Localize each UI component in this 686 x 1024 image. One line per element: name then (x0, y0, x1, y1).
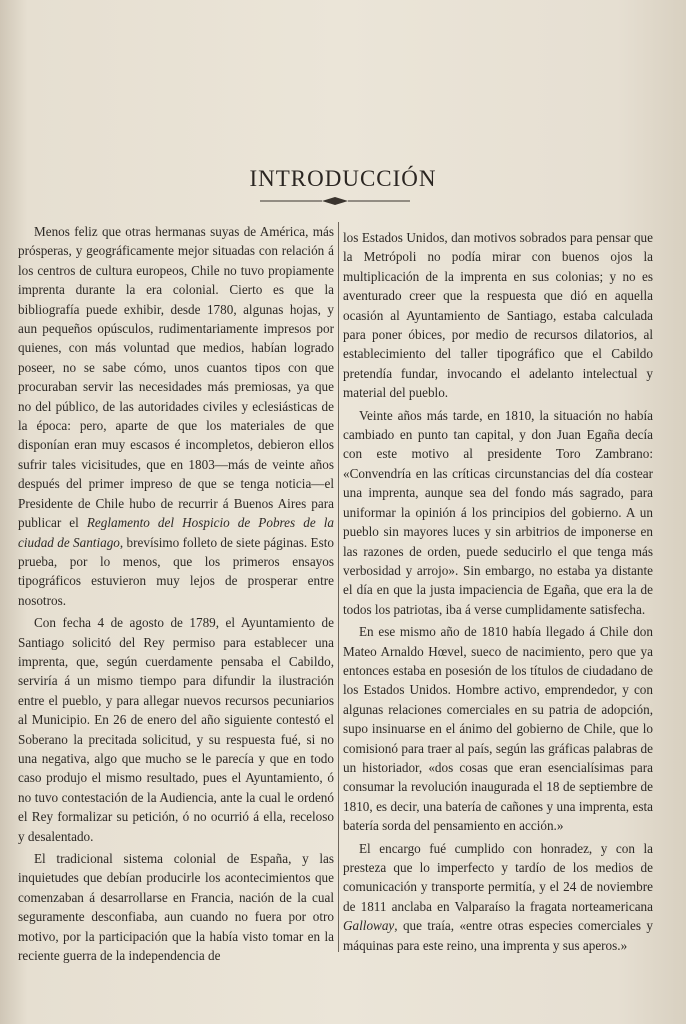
paragraph-text: Menos feliz que otras hermanas suyas de América, más prósperas, y geográficamente mejor situadas con relación á los centros de cultura europeos, Chile no tuvo propiamente imprenta durante la era colonial. Cierto es que la bibliografía puede exhibir, desde 1780, algunas hojas, y aun pequeños opúsculos, rudimentariamente impresos por quienes, con más voluntad que medios, habían logrado poseer, no se sabe cómo, unos cuantos tipos con que procuraban servir las necesidades más premiosas, ya que no del público, de las autoridades civiles y eclesiásticas de la época: pero, aparte de que los materiales de que disponían eran muy escasos é incompletos, debieron ellos sufrir tales vicisitudes, que en 1803—más de veinte años después del primer impreso de que se tenga noticia—el Presidente de Chile hubo de recurrir á Buenos Aires para publicar el (18, 224, 334, 531)
column-divider (338, 222, 339, 952)
text-column-left (18, 222, 334, 965)
paragraph: El tradicional sistema colonial de España, y las inquietudes que debían producirle los acontecimientos que comenzaban á desarrollarse en Francia, nación de la cual seguramente desconfiaba, aun cuando no fuera por otro motivo, por la participación que la había visto tomar en la reciente guerra de la independencia de (18, 851, 334, 964)
paragraph: los Estados Unidos, dan motivos sobrados para pensar que la Metrópoli no podía mirar con buenos ojos la multiplicación de la imprenta en sus colonias; y no es aventurado creer que la respuesta que dió en aquella ocasión al Ayuntamiento de Santiago, estaba calculada para poner óbices, por medio de recursos dilatorios, al establecimiento del taller tipográfico que el Cabildo pretendía fundar, invocando el adelanto intelectual y material del pueblo. (343, 230, 653, 401)
text-column-right (343, 228, 653, 955)
paragraph-text: El encargo fué cumplido con honradez, y con la presteza que lo imperfecto y tardío de los medios de comunicación y transporte permitía, y el 24 de noviembre de 1811 anclaba en Valparaíso la fragata norteamericana (343, 840, 653, 914)
paragraph: En ese mismo año de 1810 había llegado á Chile don Mateo Arnaldo Hœvel, sueco de nacimiento, pero que ya entonces estaba en posesión de los títulos de ciudadano de los Estados Unidos. Hombre activo, emprendedor, y con algunas relaciones comerciales en su patria de adopción, supo insinuarse en el ánimo del gobierno de Chile, que lo comisionó para traer al país, según las gráficas palabras de un historiador, «dos cosas que eran esencialísimas para consumar la revolución inaugurada el 18 de septiembre de 1810, es decir, una batería de cañones y una imprenta, esta batería sorda del pensamiento en acción.» (343, 624, 653, 834)
paragraph-text: , brevísimo folleto de siete páginas. Esto prueba, por lo menos, que los primeros ensayos tipográficos estuvieron muy lejos de prosperar entre nosotros. (18, 534, 335, 608)
italic-title: Reglamento del Hospicio de Pobres de la ciudad de Santiago (18, 515, 335, 550)
italic-ship-name: Galloway (343, 918, 395, 934)
page-title: INTRODUCCIÓN (249, 166, 437, 191)
paragraph-text: , que traía, «entre otras especies comerciales y máquinas para este reino, una imprenta y sus aperos.» (343, 918, 653, 953)
paragraph (18, 222, 334, 610)
paragraph: Con fecha 4 de agosto de 1789, el Ayuntamiento de Santiago solicitó del Rey permiso para establecer una imprenta, que, según cuerdamente pensaba el Cabildo, serviría á un mismo tiempo para difundir la ilustración entre el pueblo, y para allegar nuevos recursos pecuniarios al Municipio. En 26 de enero del año siguiente contestó el Soberano la precitada solicitud, y su respuesta fué, si no una negativa, algo que mucho se le parecía y que en todo caso produjo el mismo resultado, pues el Ayuntamiento, ó no tuvo contestación de la Audiencia, ante la cual le ordenó el Rey formalizar su petición, ó no ocurrió á ella, receloso y desalentado. (18, 615, 334, 844)
paragraph (343, 839, 653, 955)
paragraph: Veinte años más tarde, en 1810, la situación no había cambiado en punto tan capital, y don Juan Egaña decía con este motivo al presidente Toro Zambrano: «Convendría en las críticas circunstancias del día costear una imprenta, aunque sea del fondo más sagrado, para uniformar la opinión á los principios del gobierno. A un pueblo sin mayores luces y sin arbitrios de imponerse en las razones de orden, puede seducirlo el que tenga más verbosidad y arrojo». Sin embargo, no estaba ya distante el día en que la justa impaciencia de Egaña, que era la de todos los patriotas, iba á verse cumplidamente satisfecha. (343, 407, 653, 617)
title-ornament-divider (260, 196, 410, 206)
